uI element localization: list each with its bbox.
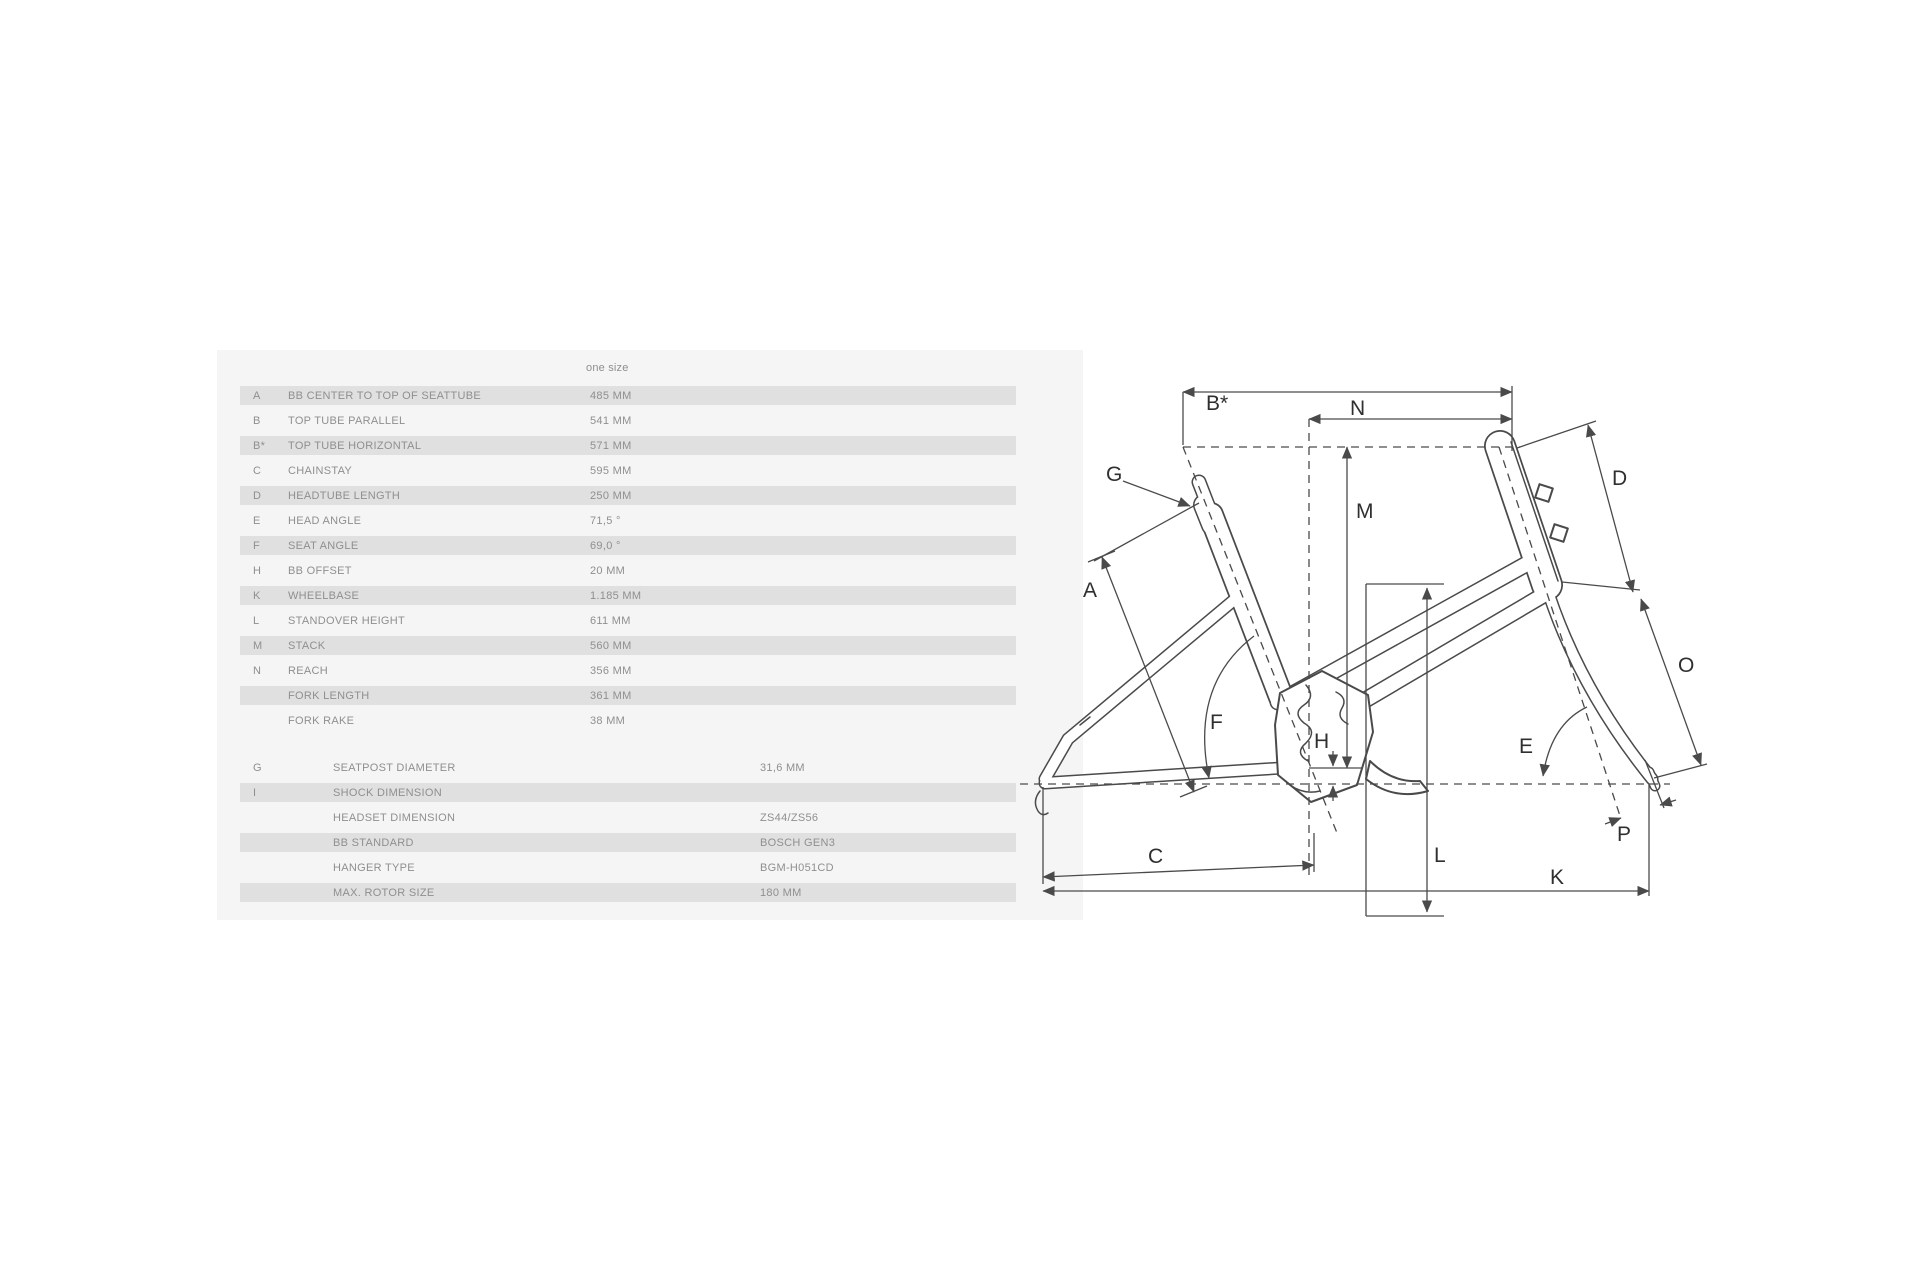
label-headtube: D [1612,467,1628,490]
row-value: 1.185 MM [590,589,642,602]
row-label: TOP TUBE PARALLEL [288,414,406,427]
table-row [240,386,1016,405]
table-row [240,561,1016,580]
row-value: BGM-H051CD [760,861,834,874]
headtube-port [1535,484,1553,502]
row-label: MAX. ROTOR SIZE [333,886,435,899]
bike-geometry-diagram [1020,355,1760,950]
row-letter: M [253,639,263,652]
row-letter: D [253,489,262,502]
table-row [240,411,1016,430]
row-value: 560 MM [590,639,632,652]
row-label: HANGER TYPE [333,861,415,874]
row-letter: G [253,761,262,774]
row-letter: L [253,614,260,627]
label-stack: M [1356,500,1374,523]
row-value: BOSCH GEN3 [760,836,836,849]
label-top-tube-horizontal: B* [1206,392,1229,415]
row-letter: E [253,514,261,527]
label-fork-length: O [1678,654,1695,677]
table-row [240,808,1016,827]
size-column-header: one size [586,362,629,374]
table-row [240,661,1016,680]
row-value: 31,6 MM [760,761,805,774]
row-letter: C [253,464,262,477]
table-row [240,636,1016,655]
row-letter: B* [253,439,266,452]
row-letter: K [253,589,261,602]
row-letter: B [253,414,261,427]
row-label: TOP TUBE HORIZONTAL [288,439,422,452]
table-row [240,686,1016,705]
row-label: HEAD ANGLE [288,514,362,527]
label-chainstay: C [1148,845,1164,868]
row-label: SEAT ANGLE [288,539,359,552]
row-label: CHAINSTAY [288,464,353,477]
label-reach: N [1350,397,1366,420]
row-label: WHEELBASE [288,589,360,602]
row-value: 485 MM [590,389,632,402]
row-value: 71,5 ° [590,514,621,527]
row-letter: F [253,539,261,552]
row-value: 69,0 ° [590,539,621,552]
row-value: ZS44/ZS56 [760,811,819,824]
row-value: 611 MM [590,614,631,627]
row-value: 180 MM [760,886,802,899]
derailleur-hanger [1035,791,1048,815]
label-seatpost: G [1106,463,1123,486]
label-seat-angle: F [1210,711,1223,734]
label-fork-rake: P [1617,823,1632,846]
table-row [240,883,1016,902]
label-bb-offset: H [1314,730,1330,753]
table-row [240,833,1016,852]
table-row [240,436,1016,455]
row-label: SHOCK DIMENSION [333,786,443,799]
row-label: HEADSET DIMENSION [333,811,456,824]
label-seattube: A [1083,579,1098,602]
row-value: 361 MM [590,689,632,702]
motor-skid [1366,761,1428,794]
row-letter: H [253,564,262,577]
row-label: SEATPOST DIAMETER [333,761,456,774]
row-label: HEADTUBE LENGTH [288,489,401,502]
row-label: REACH [288,664,329,677]
table-row [240,511,1016,530]
row-label: STACK [288,639,326,652]
row-label: FORK RAKE [288,714,355,727]
label-head-angle: E [1519,735,1534,758]
table-row [240,486,1016,505]
geometry-spec-panel [217,350,1083,920]
geometry-table-section-2 [240,758,1016,908]
table-row [240,711,1016,730]
table-row [240,611,1016,630]
table-row [240,858,1016,877]
table-row [240,783,1016,802]
geometry-table-section-1 [240,386,1016,736]
headtube-port [1550,524,1568,542]
row-label: STANDOVER HEIGHT [288,614,406,627]
row-value: 38 MM [590,714,626,727]
row-letter: I [253,786,257,799]
row-letter: A [253,389,261,402]
table-row [240,536,1016,555]
table-row [240,758,1016,777]
bike-frame [1035,442,1655,815]
row-value: 541 MM [590,414,632,427]
row-letter: N [253,664,262,677]
label-standover: L [1434,844,1446,867]
row-value: 20 MM [590,564,626,577]
row-value: 571 MM [590,439,632,452]
row-label: BB OFFSET [288,564,352,577]
row-label: BB STANDARD [333,836,414,849]
label-wheelbase: K [1550,866,1565,889]
row-label: BB CENTER TO TOP OF SEATTUBE [288,389,481,402]
row-value: 356 MM [590,664,632,677]
row-value: 595 MM [590,464,632,477]
table-row [240,586,1016,605]
table-row [240,461,1016,480]
row-value: 250 MM [590,489,632,502]
row-label: FORK LENGTH [288,689,370,702]
